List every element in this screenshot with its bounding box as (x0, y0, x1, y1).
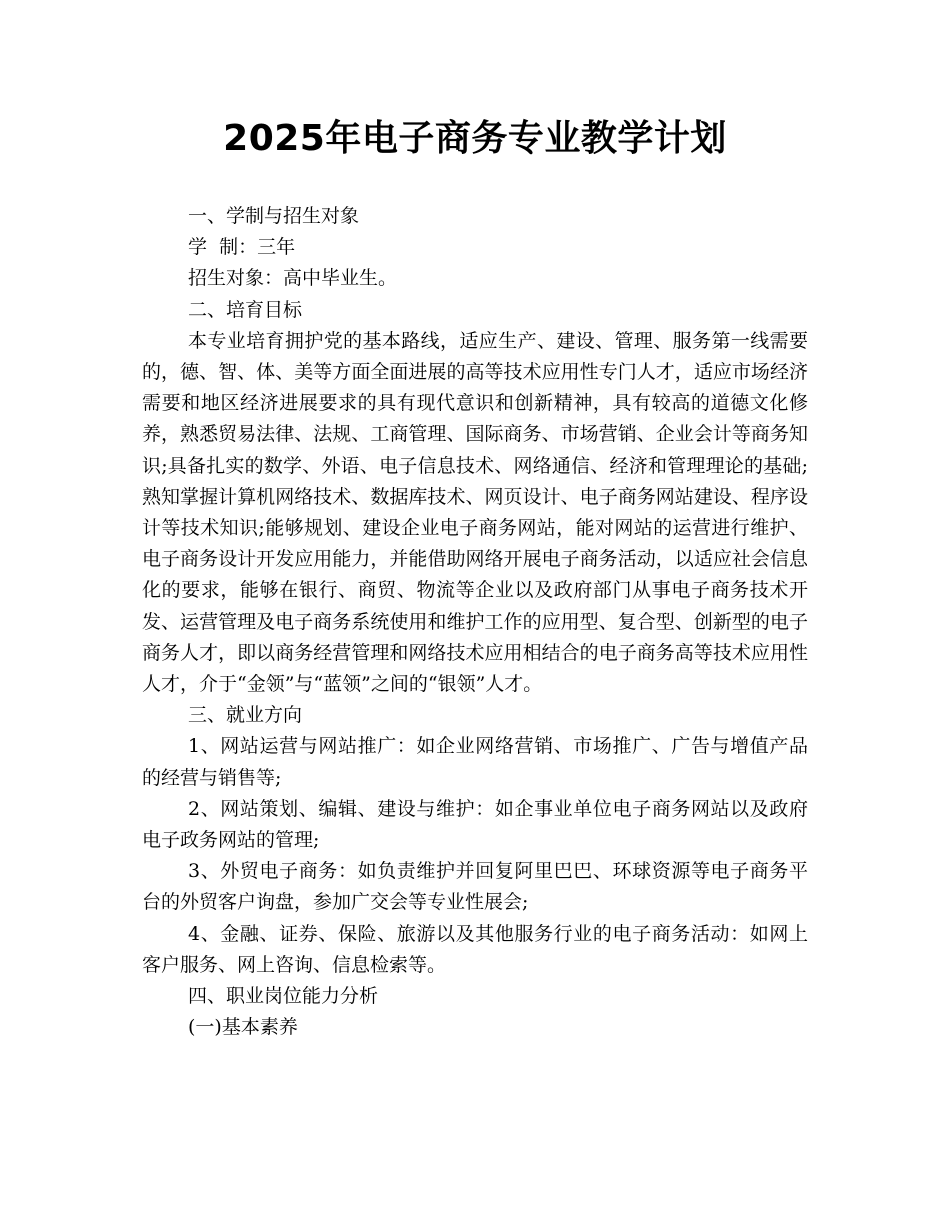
section-heading-4: 四、职业岗位能力分析 (188, 985, 379, 1008)
section-heading-2: 二、培育目标 (188, 298, 303, 321)
subsection-heading-1: (一)基本素养 (188, 1016, 298, 1039)
section-heading-1: 一、学制与招生对象 (188, 205, 360, 227)
career-item-4: 4、金融、证券、保险、旅游以及其他服务行业的电子商务活动：如网上客户服务、网上咨询、信息检索等。 (142, 922, 808, 976)
training-goal-paragraph: 本专业培育拥护党的基本路线，适应生产、建设、管理、服务第一线需要的，德、智、体、美等方面全面进展的高等技术应用性专门人才，适应市场经济需要和地区经济进展要求的具有现代意识和创新精神，具有较高的道德文化修养，熟悉贸易法律、法规、工商管理、国际商务、市场营销、企业会计等商务知识;具备扎实的数学、外语、电子信息技术、网络通信、经济和管理理论的基础;熟知掌握计算机网络技术、数据库技术、网页设计、电子商务网站建设、程序设计等技术知识;能够规划、建设企业电子商务网站，能对网站的运营进行维护、电子商务设计开发应用能力，并能借助网络开展电子商务活动，以适应社会信息化的要求，能够在银行、商贸、物流等企业以及政府部门从事电子商务技术开发、运营管理及电子商务系统使用和维护工作的应用型、复合型、创新型的电子商务人才，即以商务经营管理和网络技术应用相结合的电子商务高等技术应用性人才，介于“金领”与“蓝领”之间的“银领”人才。 (142, 329, 808, 696)
enrollment-line: 招生对象：高中毕业生。 (188, 267, 398, 290)
career-item-3: 3、外贸电子商务：如负责维护并回复阿里巴巴、环球资源等电子商务平台的外贸客户询盘，参加广交会等专业性展会; (142, 860, 808, 914)
section-heading-3: 三、就业方向 (188, 704, 303, 727)
career-item-2: 2、网站策划、编辑、建设与维护：如企事业单位电子商务网站以及政府电子政务网站的管理; (142, 797, 808, 852)
duration-line: 学 制：三年 (188, 236, 296, 259)
career-item-1: 1、网站运营与网站推广：如企业网络营销、市场推广、广告与增值产品的经营与销售等; (142, 735, 808, 789)
document-body (142, 201, 808, 1043)
document-title: 2025年电子商务专业教学计划 (223, 118, 727, 159)
